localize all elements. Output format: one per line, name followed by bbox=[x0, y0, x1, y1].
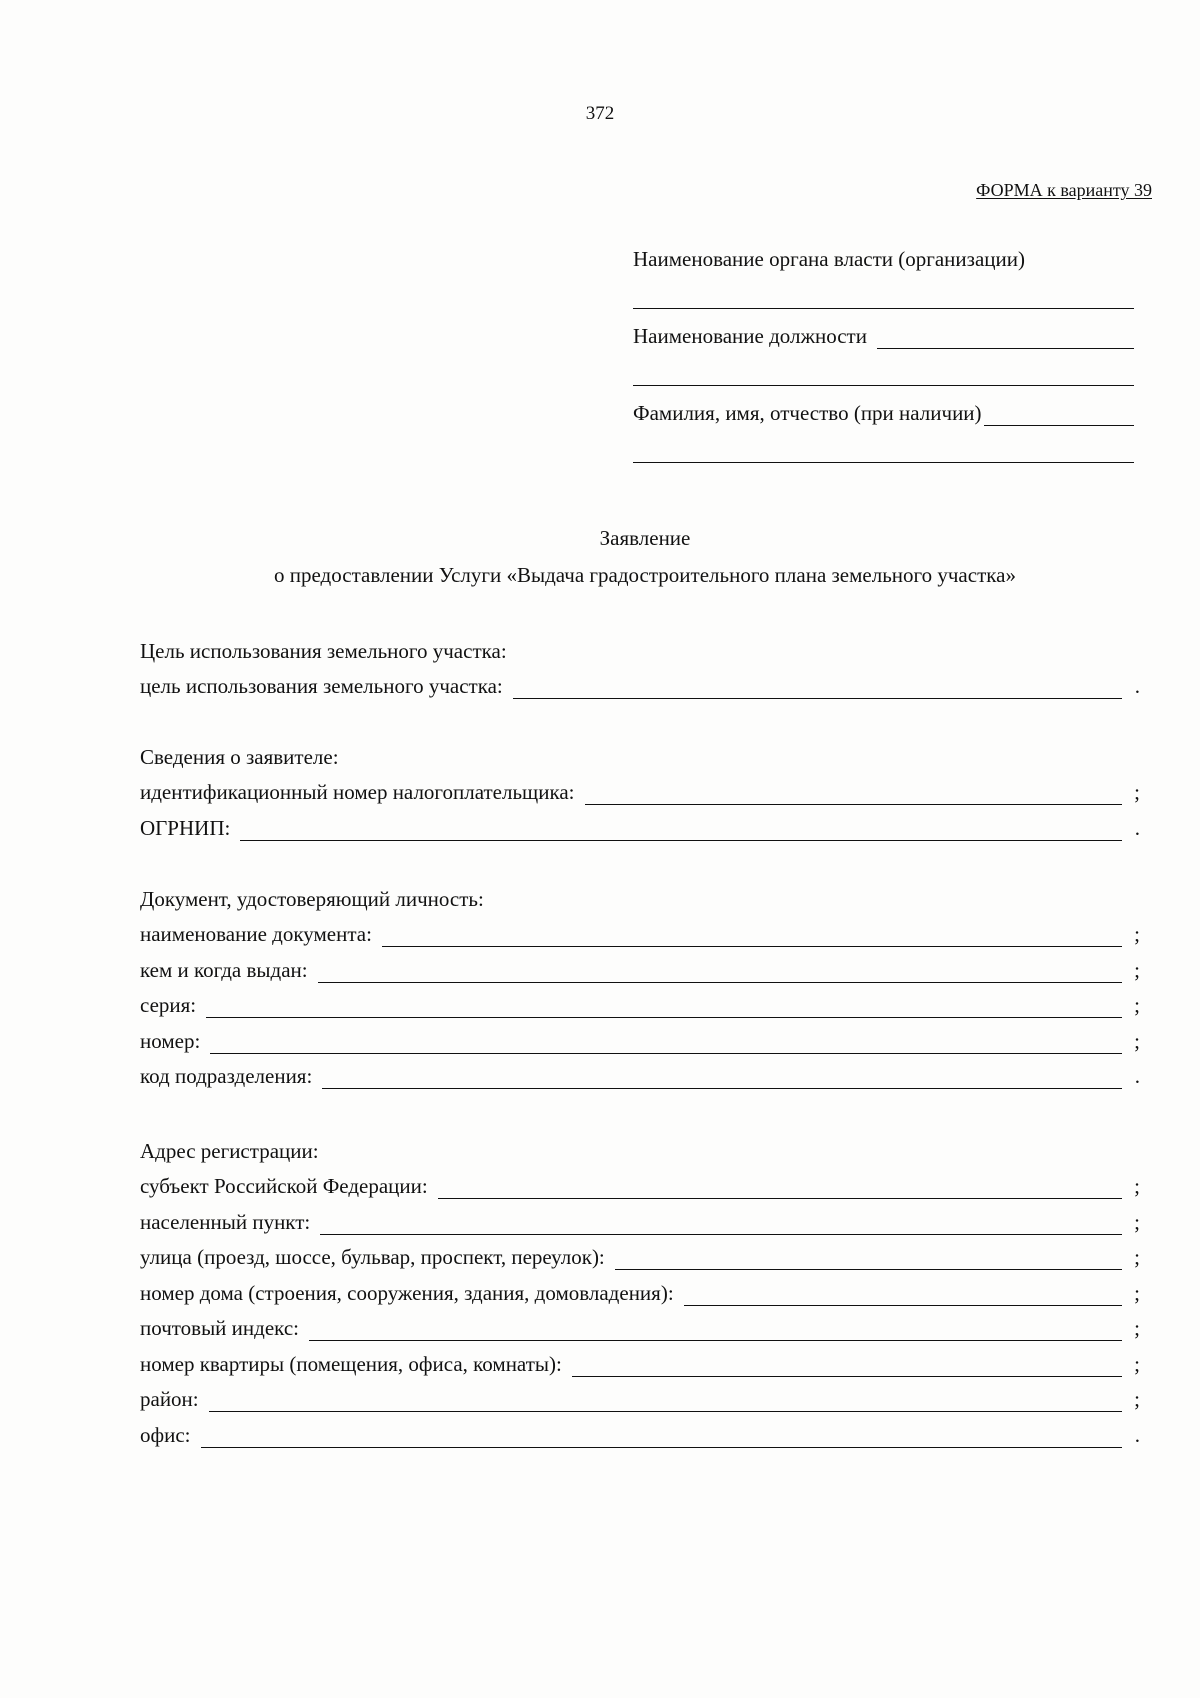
field-terminator: ; bbox=[1134, 1209, 1140, 1234]
field-label: кем и когда выдан: bbox=[140, 957, 308, 982]
position-field-continued[interactable] bbox=[633, 349, 1134, 386]
field-input-line[interactable] bbox=[615, 1245, 1122, 1270]
field-label: субъект Российской Федерации: bbox=[140, 1174, 428, 1198]
form-field-row bbox=[140, 1377, 1140, 1413]
field-terminator: ; bbox=[1134, 780, 1140, 804]
field-label: серия: bbox=[140, 993, 197, 1017]
field-input-line[interactable] bbox=[322, 1064, 1122, 1089]
field-input-line[interactable] bbox=[210, 1029, 1122, 1054]
form-field-row bbox=[140, 1235, 1140, 1271]
section-address bbox=[140, 1128, 1140, 1448]
field-label: ОГРНИП: bbox=[140, 815, 231, 840]
field-input-line[interactable] bbox=[382, 922, 1122, 947]
field-label: населенный пункт: bbox=[140, 1209, 311, 1234]
field-terminator: ; bbox=[1134, 1351, 1140, 1376]
field-terminator: ; bbox=[1134, 1387, 1140, 1411]
field-input-line[interactable] bbox=[309, 1316, 1122, 1341]
field-terminator: . bbox=[1134, 674, 1140, 698]
fio-field[interactable] bbox=[984, 401, 1134, 426]
section-identity bbox=[140, 876, 1140, 1089]
form-field-row bbox=[140, 1341, 1140, 1377]
position-field[interactable] bbox=[877, 324, 1134, 349]
field-terminator: ; bbox=[1134, 1280, 1140, 1305]
form-field-row bbox=[140, 983, 1140, 1019]
section-heading: Адрес регистрации: bbox=[140, 1138, 319, 1163]
field-input-line[interactable] bbox=[240, 816, 1122, 841]
form-field-row bbox=[140, 770, 1140, 806]
field-label: почтовый индекс: bbox=[140, 1316, 299, 1340]
form-field-row bbox=[140, 805, 1140, 841]
field-label: номер квартиры (помещения, офиса, комнаты): bbox=[140, 1351, 562, 1376]
field-input-line[interactable] bbox=[201, 1423, 1122, 1448]
field-input-line[interactable] bbox=[513, 674, 1122, 699]
field-input-line[interactable] bbox=[684, 1281, 1122, 1306]
field-terminator: ; bbox=[1134, 1245, 1140, 1269]
field-terminator: ; bbox=[1134, 957, 1140, 982]
form-field-row bbox=[140, 1018, 1140, 1054]
document-title: Заявление bbox=[599, 526, 691, 550]
field-label: номер дома (строения, сооружения, здания, домовладения): bbox=[140, 1280, 674, 1305]
form-field-row bbox=[140, 1412, 1140, 1448]
section-applicant bbox=[140, 734, 1140, 841]
section-heading: Сведения о заявителе: bbox=[140, 744, 339, 769]
field-label: цель использования земельного участка: bbox=[140, 674, 503, 698]
org-name-field[interactable] bbox=[633, 272, 1134, 309]
form-field-row bbox=[140, 1270, 1140, 1306]
field-input-line[interactable] bbox=[438, 1174, 1122, 1199]
field-input-line[interactable] bbox=[318, 958, 1122, 983]
form-field-row bbox=[140, 912, 1140, 948]
field-input-line[interactable] bbox=[209, 1387, 1122, 1412]
field-terminator: ; bbox=[1134, 1028, 1140, 1053]
position-line bbox=[633, 315, 1134, 349]
form-field-row bbox=[140, 664, 1140, 700]
fio-line bbox=[633, 392, 1134, 426]
org-name-label: Наименование органа власти (организации) bbox=[633, 247, 1025, 271]
page-number: 372 bbox=[585, 103, 615, 124]
field-label: идентификационный номер налогоплательщика: bbox=[140, 780, 575, 804]
field-terminator: ; bbox=[1134, 922, 1140, 946]
section-purpose bbox=[140, 628, 1140, 699]
field-input-line[interactable] bbox=[206, 993, 1122, 1018]
field-terminator: . bbox=[1134, 1064, 1140, 1088]
field-label: улица (проезд, шоссе, бульвар, проспект, переулок): bbox=[140, 1245, 605, 1269]
fio-label: Фамилия, имя, отчество (при наличии) bbox=[633, 401, 982, 425]
field-input-line[interactable] bbox=[320, 1210, 1122, 1235]
fio-field-continued[interactable] bbox=[633, 426, 1134, 463]
form-reference: ФОРМА к варианту 39 bbox=[976, 180, 1152, 200]
field-input-line[interactable] bbox=[585, 780, 1122, 805]
form-field-row bbox=[140, 947, 1140, 983]
field-label: район: bbox=[140, 1387, 199, 1411]
field-label: офис: bbox=[140, 1422, 191, 1447]
section-heading: Документ, удостоверяющий личность: bbox=[140, 886, 484, 911]
recipient-block bbox=[633, 238, 1134, 463]
org-name-line bbox=[633, 238, 1134, 272]
field-terminator: ; bbox=[1134, 1316, 1140, 1340]
form-field-row bbox=[140, 1306, 1140, 1342]
document-subtitle: о предоставлении Услуги «Выдача градостроительного плана земельного участка» bbox=[274, 563, 1016, 587]
field-label: наименование документа: bbox=[140, 922, 372, 946]
form-field-row bbox=[140, 1199, 1140, 1235]
position-label: Наименование должности bbox=[633, 324, 867, 348]
form-field-row bbox=[140, 1054, 1140, 1090]
field-input-line[interactable] bbox=[572, 1352, 1122, 1377]
field-label: номер: bbox=[140, 1028, 201, 1053]
field-terminator: . bbox=[1134, 1422, 1140, 1447]
field-label: код подразделения: bbox=[140, 1064, 313, 1088]
field-terminator: . bbox=[1134, 815, 1140, 840]
field-terminator: ; bbox=[1134, 993, 1140, 1017]
form-field-row bbox=[140, 1164, 1140, 1200]
section-heading: Цель использования земельного участка: bbox=[140, 638, 507, 663]
field-terminator: ; bbox=[1134, 1174, 1140, 1198]
